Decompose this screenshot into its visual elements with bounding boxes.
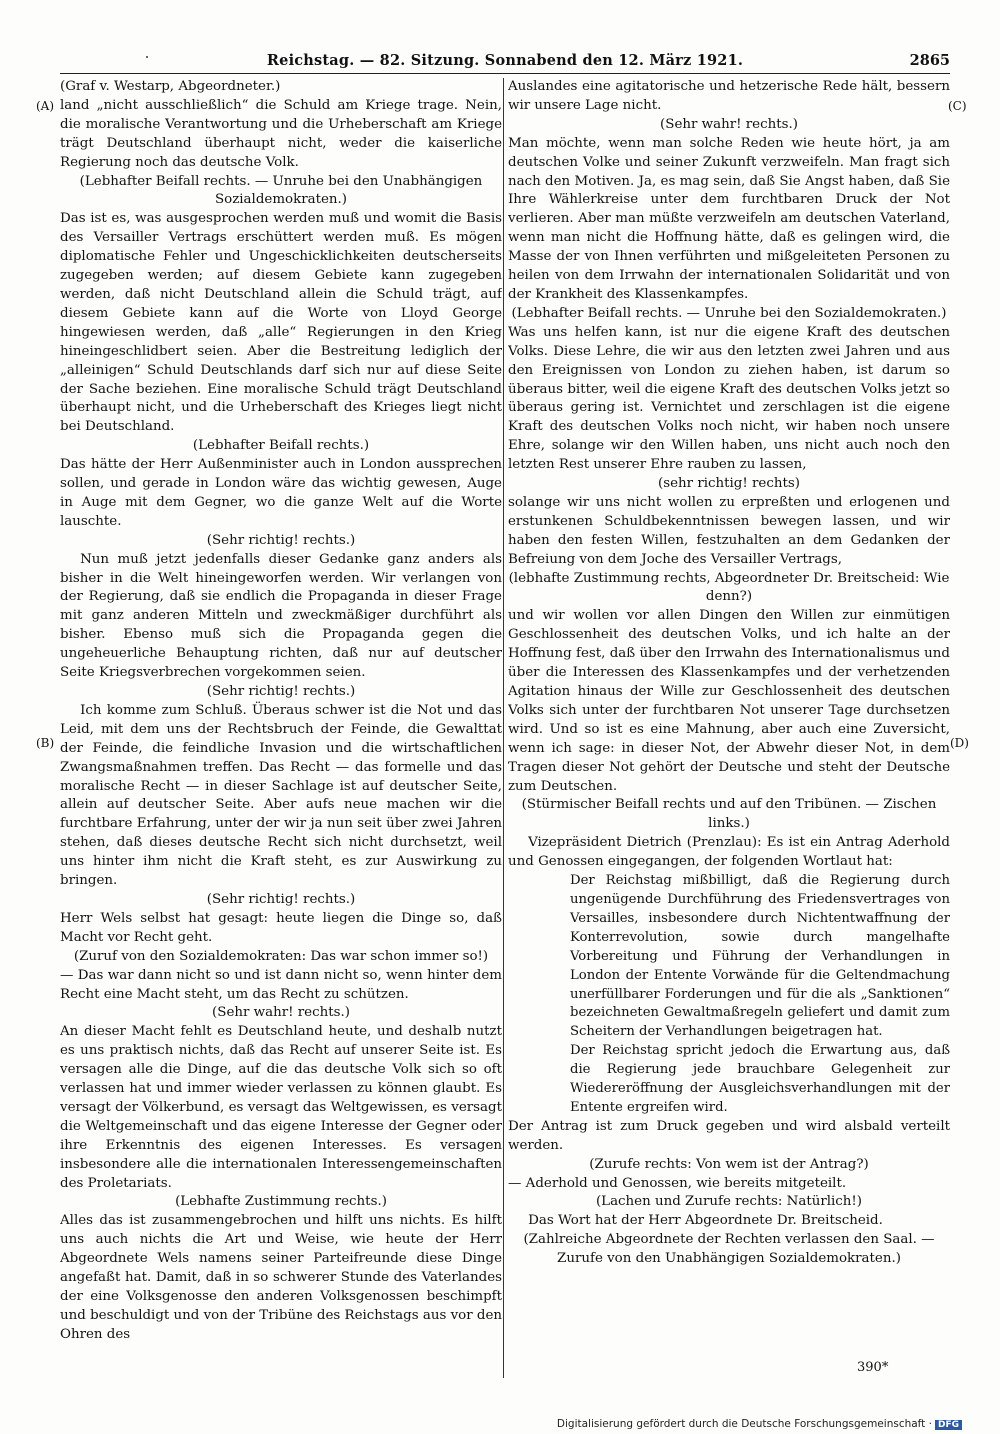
page-number: 2865 <box>909 52 950 69</box>
margin-marker-c: (C) <box>948 99 967 113</box>
footer <box>557 1418 962 1430</box>
margin-marker-a: (A) <box>36 99 55 113</box>
left-column-paragraph: (Sehr wahr! rechts.) <box>212 1005 350 1021</box>
right-column-paragraph: Der Antrag ist zum Druck gegeben und wird alsbald verteilt werden. <box>508 1118 950 1153</box>
right-column-paragraph: (lebhafte Zustimmung rechts, Abgeordneter Dr. Breitscheid: Wie denn?) <box>508 570 950 605</box>
right-column-paragraph: Der Reichstag mißbilligt, daß die Regierung durch ungenügende Durchführung des Friedensvertrages von Versailles, insbesondere durch Nichtentwaffnung der Konterrevolution, sowie durch mangelhafte Vorbereitung und Führung der Verhandlungen in London der Entente Vorwände für die Geltendmachung unerfüllbarer Forderungen und für die als „Sanktionen“ bezeichneten Gewaltmaßregeln geliefert und damit zum Scheitern der Verhandlungen beigetragen hat. <box>570 873 950 1040</box>
right-column-paragraph: Was uns helfen kann, ist nur die eigene Kraft des deutschen Volks. Diese Lehre, die wir aus den letzten zwei Jahren und aus den Ereignissen von London zu ziehen haben, ist darum so überaus bitter, weil die eigene Kraft des deutschen Volks jetzt so überaus gering ist. Vernichtet und zerschlagen ist die eigene Kraft des deutschen Volks noch nicht, wir haben noch unsere Ehre, solange wir den Willen haben, uns nicht auch noch den letzten Rest unserer Ehre rauben zu lassen, <box>508 324 950 473</box>
dfg-logo: DFG <box>935 1420 962 1430</box>
right-column-paragraph: und wir wollen vor allen Dingen den Willen zur einmütigen Geschlossenheit des deutschen Volks, und ich halte an der Hoffnung fest, daß über den Irrwahn des Internationalismus und über die Interessen des Klassenkampfes und der verhetzenden Agitation hinaus der Wille zur Geschlossenheit des deutschen Volks sich unter der furchtbaren Not unserer Tage durchsetzen wird. Und so ist es eine Mahnung, aber auch eine Zuversicht, wenn ich sage: in dieser Not, der Abwehr dieser Not, in dem Tragen dieser Not gehört der Deutsche und steht der Deutsche zum Deutschen. <box>508 608 950 794</box>
right-column <box>508 78 950 1318</box>
right-column-paragraph: (Stürmischer Beifall rechts und auf den Tribünen. — Zischen links.) <box>521 797 937 832</box>
right-column-paragraph: (Zurufe rechts: Von wem ist der Antrag?) <box>589 1156 869 1172</box>
right-column-paragraph: Vizepräsident Dietrich (Prenzlau): Es ist ein Antrag Aderhold und Genossen eingegangen, der folgenden Wortlaut hat: <box>508 835 950 870</box>
right-column-paragraph: (Lebhafter Beifall rechts. — Unruhe bei den Sozialdemokraten.) <box>511 305 947 321</box>
header-rule <box>60 73 950 74</box>
right-column-paragraph: (sehr richtig! rechts) <box>658 476 800 492</box>
left-column-paragraph: (Lebhafter Beifall rechts. — Unruhe bei den Unabhängigen Sozialdemokraten.) <box>79 173 483 208</box>
left-column-paragraph: (Zuruf von den Sozialdemokraten: Das war schon immer so!) <box>73 948 489 964</box>
right-column-paragraph: Auslandes eine agitatorische und hetzerische Rede hält, bessern wir unsere Lage nicht. <box>508 79 950 113</box>
left-column-paragraph: Das hätte der Herr Außenminister auch in London aussprechen sollen, und gerade in London wäre das wichtig gewesen, Auge in Auge mit dem Gegner, wo die ganze Welt auf die Worte lauschte. <box>60 457 502 529</box>
left-column-paragraph: (Sehr richtig! rechts.) <box>206 891 356 907</box>
left-column-paragraph: Herr Wels selbst hat gesagt: heute liegen die Dinge so, daß Macht vor Recht geht. <box>60 910 502 945</box>
right-column-paragraph: solange wir uns nicht wollen zu erpreßten und erlogenen und erstunkenen Schuldbekenntnissen bewegen lassen, und wir haben den festen Willen, festzuhalten an dem Gedanken der Befreiung von dem Joche des Versailler Vertrags, <box>508 494 950 567</box>
right-column-paragraph: Der Reichstag spricht jedoch die Erwartung aus, daß die Regierung jede brauchbare Gelegenheit zur Wiedereröffnung der Ausgleichsverhandlungen mit der Entente ergreifen wird. <box>570 1043 950 1115</box>
header-title: Reichstag. — 82. Sitzung. Sonnabend den 12. März 1921. <box>266 52 744 69</box>
right-column-paragraph: (Lachen und Zurufe rechts: Natürlich!) <box>595 1194 863 1210</box>
left-column-paragraph: (Sehr richtig! rechts.) <box>206 684 356 699</box>
left-column-paragraph: — Das war dann nicht so und ist dann nicht so, wenn hinter dem Recht eine Macht steht, um das Recht zu schützen. <box>60 967 502 1002</box>
left-column-paragraph: Das ist es, was ausgesprochen werden muß und womit die Basis des Versailler Vertrags erschüttert werden muß. Es mögen diplomatische Fehler und Ungeschicklichkeiten deutscherseits zugegeben werden; auf diesem Gebiete kann zugegeben werden, daß nicht Deutschland allein die Schuld trägt, auf diesem Gebiete kann auf die Worte von Lloyd George hingewiesen werden, daß „alle“ Regierungen in den Krieg hineingeschlidbert seien. Aber die Bestreitung lediglich der „alleinigen“ Schuld Deutschlands darf sich nur auf diese Seite der Sache beziehen. Eine moralische Schuld trägt Deutschland überhaupt nicht, und die Urheberschaft des Krieges liegt nicht bei Deutschland. <box>60 211 502 435</box>
left-column-paragraph: land „nicht ausschließlich“ die Schuld am Kriege trage. Nein, die moralische Verantwortung und die Urheberschaft am Kriege trägt Deutschland überhaupt nicht, weder die kaiserliche Regierung noch das deutsche Volk. <box>60 97 502 170</box>
left-column-paragraph: (Graf v. Westarp, Abgeordneter.) <box>60 79 281 94</box>
left-column-paragraph: An dieser Macht fehlt es Deutschland heute, und deshalb nutzt es uns praktisch nichts, daß das Recht auf unserer Seite ist. Es versagen alle die Dinge, auf die das deutsche Volk sich so oft verlassen hat und immer wieder verlassen zu können glaubt. Es versagt der Völkerbund, es versagt das Weltgewissen, es versagt die Weltgemeinschaft und das eigene Interesse der Gegner oder ihre Erkenntnis des eigenen Interesses. Es versagen insbesondere alle die internationalen Interessengemeinschaften des Proletariats. <box>60 1024 502 1191</box>
right-column-paragraph: Das Wort hat der Herr Abgeordnete Dr. Breitscheid. <box>528 1213 883 1229</box>
left-column-paragraph: Alles das ist zusammengebrochen und hilft uns nichts. Es hilft uns auch nichts die Art und Weise, wie heute der Herr Abgeordnete Wels namens seiner Parteifreunde diese Dinge angefaßt hat. Damit, daß in so schwerer Stunde des Vaterlandes der eine Volksgenosse den anderen Volksgenossen beschimpft und beschuldigt und von der Tribüne des Reichstags aus vor den Ohren des <box>60 1213 502 1342</box>
left-column-paragraph: (Sehr richtig! rechts.) <box>206 532 356 548</box>
right-column-paragraph: (Zahlreiche Abgeordnete der Rechten verlassen den Saal. — Zurufe von den Unabhängigen Sozialdemokraten.) <box>523 1232 935 1267</box>
right-column-paragraph: Man möchte, wenn man solche Reden wie heute hört, ja am deutschen Volke und seiner Zukunft verzweifeln. Man fragt sich nach den Motiven. Ja, es mag sein, daß Sie Angst haben, daß Sie Ihre Wählerkreise unter dem furchtbaren Druck der Not verlieren. Aber man müßte verzweifeln am deutschen Vaterland, wenn man nicht die Hoffnung hätte, daß es gelingen wird, die Masse der von Ihnen verführten und mißgeleiteten Personen zu heilen von dem Irrwahn der internationalen Solidarität und von der Krankheit des Klassenkampfes. <box>508 135 950 302</box>
margin-marker-d: (D) <box>950 736 969 750</box>
footer-text: Digitalisierung gefördert durch die Deutsche Forschungsgemeinschaft · <box>556 1418 932 1430</box>
left-column-paragraph: (Lebhafter Beifall rechts.) <box>192 438 370 454</box>
signature-mark: 390* <box>857 1360 889 1375</box>
page-header <box>60 52 950 74</box>
column-divider <box>503 78 504 1378</box>
left-column-paragraph: Nun muß jetzt jedenfalls dieser Gedanke ganz anders als bisher in die Welt hineingeworfen werden. Wir verlangen von der Regierung, daß sie endlich die Propaganda in dieser Frage mit ganz anderen Mitteln und zweckmäßiger durchführt als bisher. Ebenso muß sich die Propaganda gegen die ungeheuerliche Behauptung richten, daß nur auf deutscher Seite Kriegsverbrechen vorgekommen seien. <box>60 551 502 681</box>
left-column <box>60 78 502 1393</box>
right-column-paragraph: (Sehr wahr! rechts.) <box>660 116 798 132</box>
right-column-paragraph: — Aderhold und Genossen, wie bereits mitgeteilt. <box>508 1175 847 1191</box>
margin-marker-b: (B) <box>36 736 55 750</box>
left-column-paragraph: (Lebhafte Zustimmung rechts.) <box>175 1194 387 1210</box>
left-column-paragraph: Ich komme zum Schluß. Überaus schwer ist die Not und das Leid, mit dem uns der Rechtsbruch der Feinde, die Gewalttat der Feinde, die feindliche Invasion und die wirtschaftlichen Zwangsmaßnahmen treffen. Das Recht — das formelle und das moralische Recht — in dieser Sachlage ist auf deutscher Seite, allein auf deutscher Seite. Aber aufs neue machen wir die furchtbare Erfahrung, unter der wir ja nun seit über zwei Jahren stehen, daß dieses deutsche Recht sich nicht durchsetzt, weil uns hinter ihm nicht die Kraft steht, es zur Auswirkung zu bringen. <box>60 702 502 889</box>
